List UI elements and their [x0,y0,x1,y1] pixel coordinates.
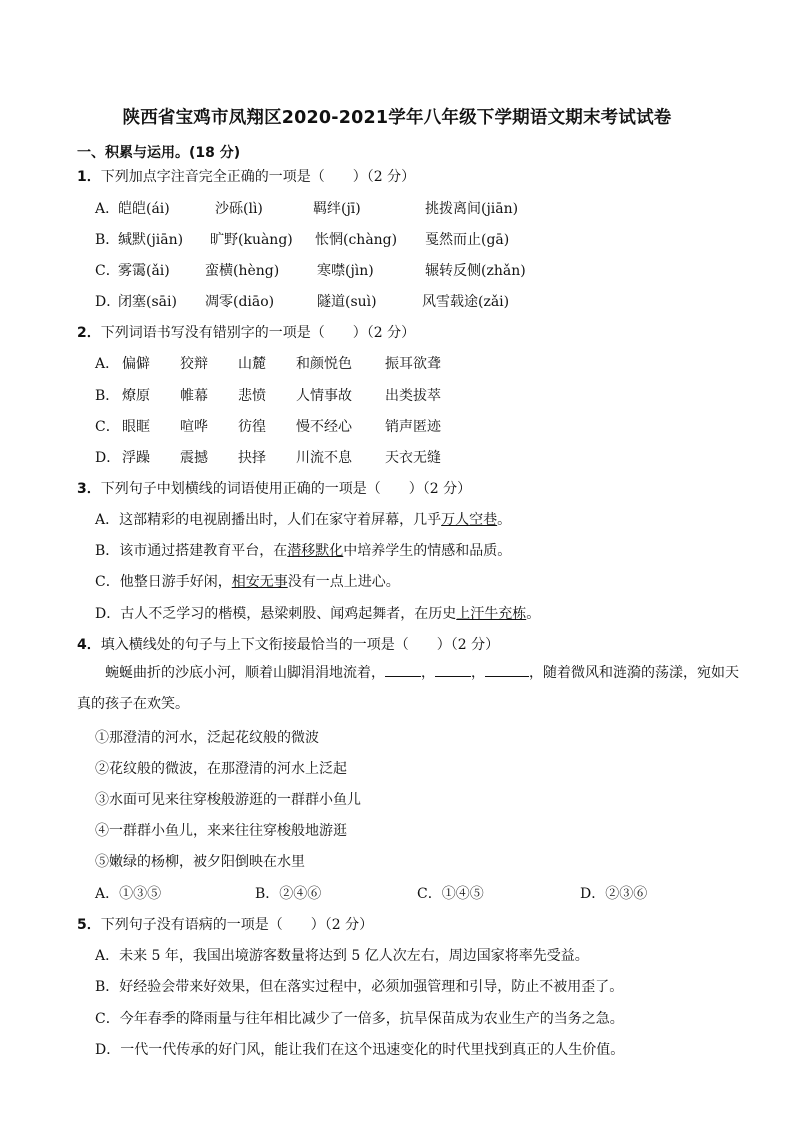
option-item: 川流不息 [296,450,352,466]
question-text: 下列句子中划横线的词语使用正确的一项是（ ）（2 分） [100,481,472,497]
option-item: 寒噤(jìn) [317,263,374,279]
option-text: B．该市通过搭建教育平台，在 [95,543,288,559]
q5-option-d: D．一代一代传承的好门风，能让我们在这个迅速变化的时代里找到真正的人生价值。 [95,1042,625,1058]
option-item: 凋零(diāo) [205,294,275,310]
fill-blank[interactable] [435,662,471,677]
option-text: 中培养学生的情感和品质。 [343,543,512,559]
option-item: 辗转反侧(zhǎn) [425,263,526,279]
q4-sentence-2: ②花纹般的微波，在那澄清的河水上泛起 [95,761,347,777]
option-item: 戛然而止(gā) [425,232,510,248]
choice-b: B．②④⑥ [255,886,322,902]
option-label: D． [95,294,121,310]
q4-sentence-3: ③水面可见来往穿梭般游逛的一群群小鱼儿 [95,792,361,808]
question-3-stem [77,478,471,498]
q4-sentence-4: ④一群群小鱼儿，来来往往穿梭般地游逛 [95,823,347,839]
q3-option-b [95,540,511,560]
option-item: 狡辩 [180,356,208,372]
q4-sentence-1: ①那澄清的河水，泛起花纹般的微波 [95,730,319,746]
option-item: 浮躁 [122,450,150,466]
option-item: 振耳欲聋 [385,356,441,372]
option-item: 旷野(kuàng) [210,232,293,248]
option-item: 抉择 [238,450,266,466]
option-label: C． [95,263,120,279]
q4-sentence-5: ⑤嫩绿的杨柳，被夕阳倒映在水里 [95,854,305,870]
option-item: 和颜悦色 [296,356,352,372]
option-item: 隧道(suì) [317,294,377,310]
option-text: 。 [526,606,541,622]
option-item: 悲愤 [238,388,266,404]
fill-blank[interactable] [485,662,529,677]
question-4-stem [77,634,499,654]
passage-separator: ， [471,665,485,681]
fill-blank[interactable] [385,662,421,677]
option-item: 人情事故 [296,388,352,404]
q3-option-d [95,603,540,623]
option-label: D． [95,450,121,466]
option-item: 喧哗 [180,419,208,435]
q3-option-a [95,509,511,529]
option-item: 山麓 [238,356,266,372]
option-text: D．古人不乏学习的楷模，悬梁刺股、闻鸡起舞者，在历史 [95,606,457,622]
underlined-term: 相安无事 [231,574,288,590]
passage-text: ，随着微风和涟漪的荡漾，宛如天真的孩子在欢笑。 [77,665,739,712]
q4-passage [77,658,743,720]
choice-d: D．②③⑥ [580,886,648,902]
option-item: 羁绊(jī) [313,201,361,217]
option-text: 没有一点上进心。 [287,574,400,590]
question-number: 3． [77,481,101,497]
underlined-term: 上汗牛充栋 [456,606,527,622]
option-item: 天衣无缝 [385,450,441,466]
question-number: 2． [77,325,101,341]
option-text: C．他整日游手好闲， [95,574,232,590]
option-label: C． [95,419,120,435]
option-label: B． [95,232,120,248]
q5-option-a: A．未来 5 年，我国出境游客数量将达到 5 亿人次左右，周边国家将率先受益。 [95,948,589,964]
question-number: 5． [77,917,101,933]
underlined-term: 潜移默化 [287,543,344,559]
option-label: B． [95,388,120,404]
question-5-stem [77,914,373,934]
q3-option-c [95,571,400,591]
option-text: A．这部精彩的电视剧播出时，人们在家守着屏幕，几乎 [95,512,442,528]
option-item: 皑皑(ái) [118,201,170,217]
underlined-term: 万人空巷 [441,512,498,528]
question-text: 下列加点字注音完全正确的一项是（ ）（2 分） [100,169,416,185]
option-item: 震撼 [180,450,208,466]
question-text: 下列词语书写没有错别字的一项是（ ）（2 分） [100,325,416,341]
option-item: 沙砾(lì) [215,201,263,217]
option-item: 燎原 [122,388,150,404]
passage-separator: ， [421,665,435,681]
q5-option-b: B．好经验会带来好效果，但在落实过程中，必须加强管理和引导，防止不被用歪了。 [95,979,624,995]
choice-c: C．①④⑤ [417,886,484,902]
option-item: 眼眶 [122,419,150,435]
option-item: 偏僻 [122,356,150,372]
option-item: 闭塞(sāi) [118,294,177,310]
option-item: 销声匿迹 [385,419,441,435]
option-label: A． [95,201,120,217]
question-text: 填入横线处的句子与上下文衔接最恰当的一项是（ ）（2 分） [100,637,500,653]
question-1-stem [77,166,415,186]
question-text: 下列句子没有语病的一项是（ ）（2 分） [100,917,374,933]
option-text: 。 [497,512,512,528]
option-item: 挑拨离间(jiān) [425,201,519,217]
option-item: 彷徨 [238,419,266,435]
option-item: 慢不经心 [296,419,352,435]
option-item: 帷幕 [180,388,208,404]
question-number: 1． [77,169,101,185]
choice-a: A．①③⑤ [95,886,162,902]
option-item: 风雪载途(zǎi) [422,294,510,310]
exam-title: 陕西省宝鸡市凤翔区2020-2021学年八年级下学期语文期末考试试卷 [122,108,672,128]
option-item: 雾霭(ǎi) [118,263,170,279]
option-item: 怅惘(chàng) [315,232,398,248]
option-label: A． [95,356,120,372]
question-number: 4． [77,637,101,653]
question-2-stem [77,322,415,342]
option-item: 缄默(jiān) [118,232,184,248]
passage-text: 蜿蜒曲折的沙底小河，顺着山脚涓涓地流着， [105,665,385,681]
option-item: 出类拔萃 [385,388,441,404]
section-heading: 一、积累与运用。(18 分) [77,145,241,161]
option-item: 蛮横(hèng) [205,263,280,279]
q5-option-c: C．今年春季的降雨量与往年相比减少了一倍多，抗旱保苗成为农业生产的当务之急。 [95,1011,624,1027]
